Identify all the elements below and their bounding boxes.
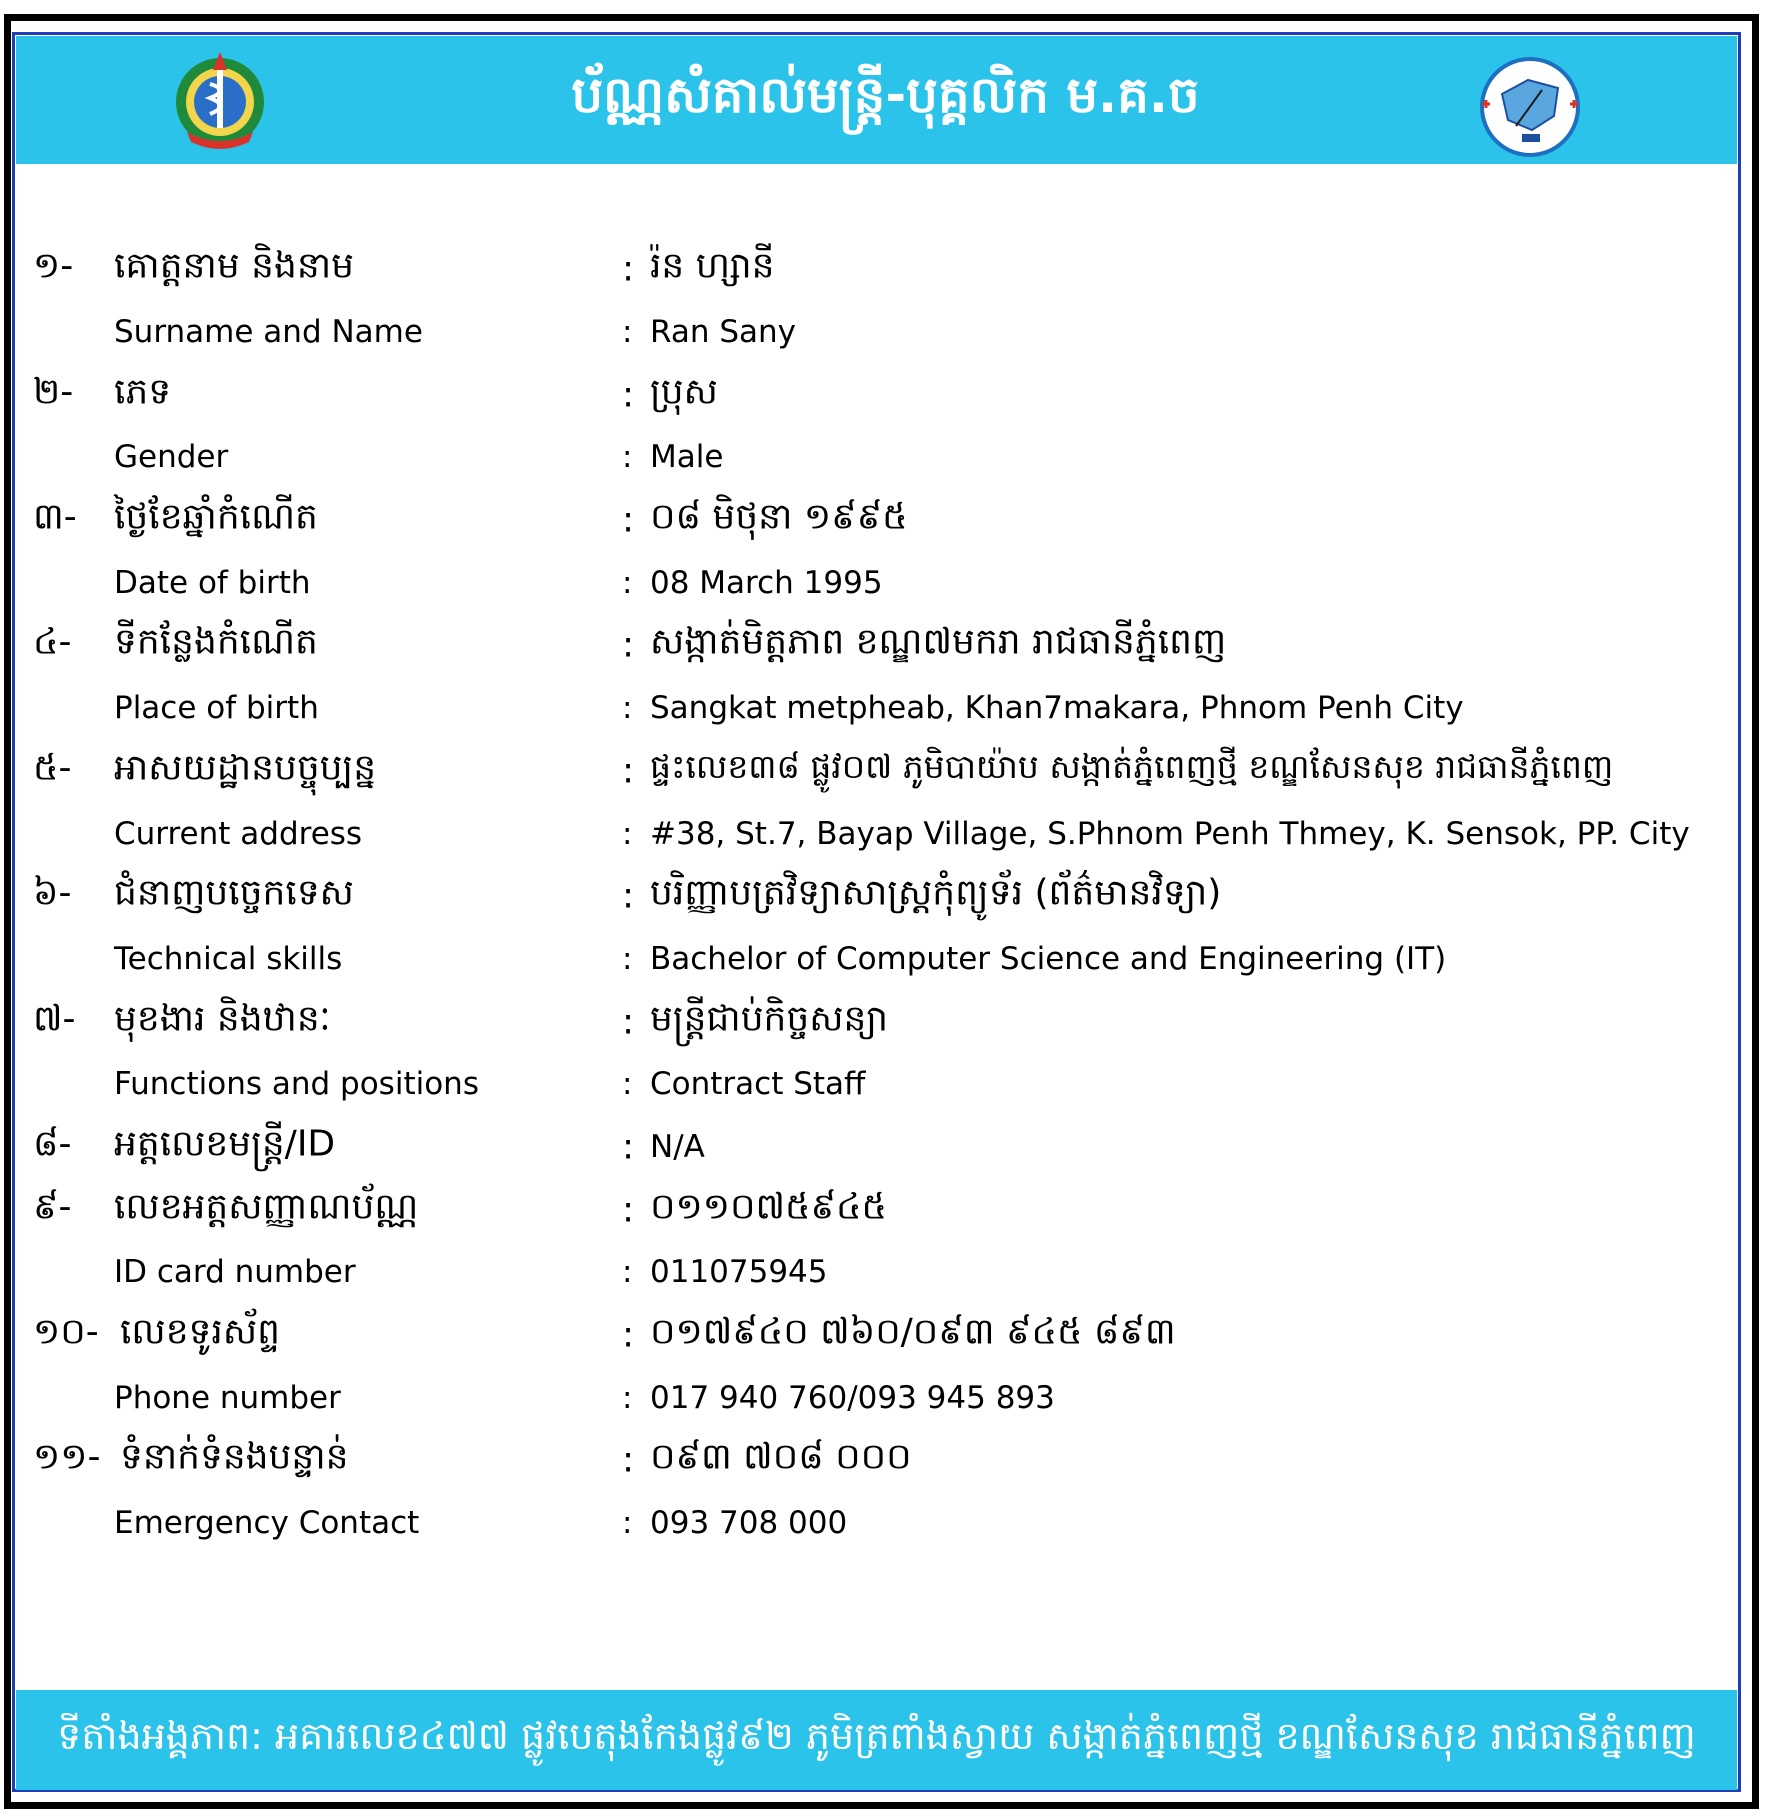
colon: :: [622, 940, 633, 977]
label-en: Surname and Name: [114, 314, 423, 351]
table-row: [28, 363, 1738, 426]
value-en: #38, St.7, Bayap Village, S.Phnom Penh Thmey, K. Sensok, PP. City: [650, 815, 1690, 852]
row-number: ១-: [33, 245, 74, 287]
value-kh: ០៩៣ ៧០៨ ០០០: [650, 1436, 912, 1478]
row-number: ៤-: [33, 621, 72, 663]
colon: :: [622, 439, 633, 476]
value-en: 011075945: [650, 1254, 828, 1291]
table-row: [28, 1366, 1738, 1429]
label-en: Functions and positions: [114, 1066, 479, 1103]
table-row: [28, 238, 1738, 301]
value-kh: បរិញ្ញាបត្រវិទ្យាសាស្ត្រកុំព្យូទ័រ (ព័ត៌មានវិទ្យា): [650, 872, 1222, 914]
row-number: ៧-: [33, 998, 76, 1040]
colon: :: [622, 1379, 633, 1416]
value-kh: ប្រុស: [650, 371, 718, 413]
table-row: [28, 301, 1738, 364]
colon: :: [622, 499, 635, 541]
colon: :: [622, 1505, 633, 1542]
table-row: [28, 1178, 1738, 1241]
label-en: Date of birth: [114, 564, 311, 601]
value-kh: ០៨ មិថុនា ១៩៩៥: [650, 496, 908, 538]
table-row: [28, 1304, 1738, 1367]
label-kh: ទីកន្លែងកំណើត: [114, 621, 318, 663]
colon: :: [622, 1001, 635, 1043]
table-row: [28, 865, 1738, 928]
row-number: ៥-: [33, 747, 72, 789]
table-row: [28, 614, 1738, 677]
table-row: [28, 1116, 1738, 1179]
label-en: Gender: [114, 439, 229, 476]
label-kh: មុខងារ និងឋានៈ: [114, 998, 331, 1040]
colon: :: [622, 1439, 635, 1481]
label-kh: លេខអត្តសញ្ញាណប័ណ្ណ: [114, 1186, 419, 1228]
label-en: Phone number: [114, 1379, 341, 1416]
table-row: [28, 740, 1738, 803]
label-en: ID card number: [114, 1254, 356, 1291]
label-kh: ជំនាញបច្ចេកទេស: [114, 872, 354, 914]
footer-address: ទីតាំងអង្គភាព: អគារលេខ៤៧៧ ផ្លូវបេតុងកែងផ្លូវ៩២ ភូមិត្រពាំងស្វាយ សង្កាត់ភ្នំពេញថ្មី ខណ្ឌសែនសុខ រាជធានីភ្នំពេញ: [16, 1690, 1737, 1790]
row-number: ២-: [33, 371, 74, 413]
value-kh: ០១១០៧៥៩៤៥: [650, 1186, 887, 1228]
colon: :: [622, 1126, 635, 1168]
colon: :: [622, 624, 635, 666]
value-en: Sangkat metpheab, Khan7makara, Phnom Penh City: [650, 690, 1464, 727]
table-row: [28, 489, 1738, 552]
value-kh: រ៉ន ហ្សានី: [650, 245, 775, 287]
row-number: ៣-: [33, 496, 77, 538]
label-kh: ថ្ងៃខែឆ្នាំកំណើត: [114, 496, 318, 538]
label-en: Emergency Contact: [114, 1505, 420, 1542]
label-kh: ភេទ: [114, 371, 172, 413]
info-table: [28, 238, 1738, 1554]
table-row: [28, 1241, 1738, 1304]
colon: :: [622, 314, 633, 351]
table-row: [28, 1429, 1738, 1492]
table-row: [28, 928, 1738, 991]
label-kh: លេខទូរស័ព្ទ: [120, 1311, 280, 1353]
value-en: 093 708 000: [650, 1505, 848, 1542]
row-number: ១០-: [33, 1311, 99, 1353]
row-number: ៦-: [33, 872, 72, 914]
row-number: ៩-: [33, 1186, 72, 1228]
colon: :: [622, 875, 635, 917]
value-kh: ០១៧៩៤០ ៧៦០/០៩៣ ៩៤៥ ៨៩៣: [650, 1311, 1176, 1353]
value-kh: សង្កាត់មិត្តភាព ខណ្ឌ៧មករា រាជធានីភ្នំពេញ: [650, 621, 1227, 663]
cnm-logo-icon: [1476, 56, 1584, 158]
label-en: Current address: [114, 815, 363, 852]
row-number: ១១-: [33, 1436, 101, 1478]
label-kh: ទំនាក់ទំនងបន្ទាន់: [120, 1436, 349, 1478]
colon: :: [622, 750, 635, 792]
label-kh: គោត្តនាម និងនាម: [114, 245, 354, 287]
value-en: 08 March 1995: [650, 564, 883, 601]
value-kh: ផ្ទះលេខ៣៨ ផ្លូវ០៧ ភូមិបាយ៉ាប សង្កាត់ភ្នំពេញថ្មី ខណ្ឌសែនសុខ រាជធានីភ្នំពេញ: [650, 746, 1614, 786]
table-row: [28, 802, 1738, 865]
table-row: [28, 426, 1738, 489]
label-en: Technical skills: [114, 940, 343, 977]
page-title: ប័ណ្ណសំគាល់មន្ត្រី-បុគ្គលិក ម.គ.ច: [571, 65, 1200, 124]
label-kh: អាសយដ្ឋានបច្ចុប្បន្ន: [114, 747, 377, 789]
table-row: [28, 1053, 1738, 1116]
value-kh: មន្ត្រីជាប់កិច្ចសន្យា: [650, 998, 889, 1040]
value-en: Male: [650, 439, 724, 476]
row-number: ៨-: [33, 1123, 72, 1165]
colon: :: [622, 1254, 633, 1291]
table-row: [28, 551, 1738, 614]
value-en: Ran Sany: [650, 314, 797, 351]
label-kh: អត្តលេខមន្ត្រី/ID: [114, 1123, 336, 1165]
colon: :: [622, 1189, 635, 1231]
table-row: [28, 990, 1738, 1053]
colon: :: [622, 374, 635, 416]
label-en: Place of birth: [114, 690, 319, 727]
colon: :: [622, 248, 635, 290]
colon: :: [622, 815, 633, 852]
value-en: Contract Staff: [650, 1066, 866, 1103]
value-en: 017 940 760/093 945 893: [650, 1379, 1055, 1416]
colon: :: [622, 1066, 633, 1103]
colon: :: [622, 564, 633, 601]
table-row: [28, 1492, 1738, 1555]
ministry-emblem-icon: [165, 44, 275, 156]
colon: :: [622, 1314, 635, 1356]
value-kh: N/A: [650, 1128, 705, 1165]
value-en: Bachelor of Computer Science and Engineering (IT): [650, 940, 1447, 977]
colon: :: [622, 690, 633, 727]
table-row: [28, 677, 1738, 740]
